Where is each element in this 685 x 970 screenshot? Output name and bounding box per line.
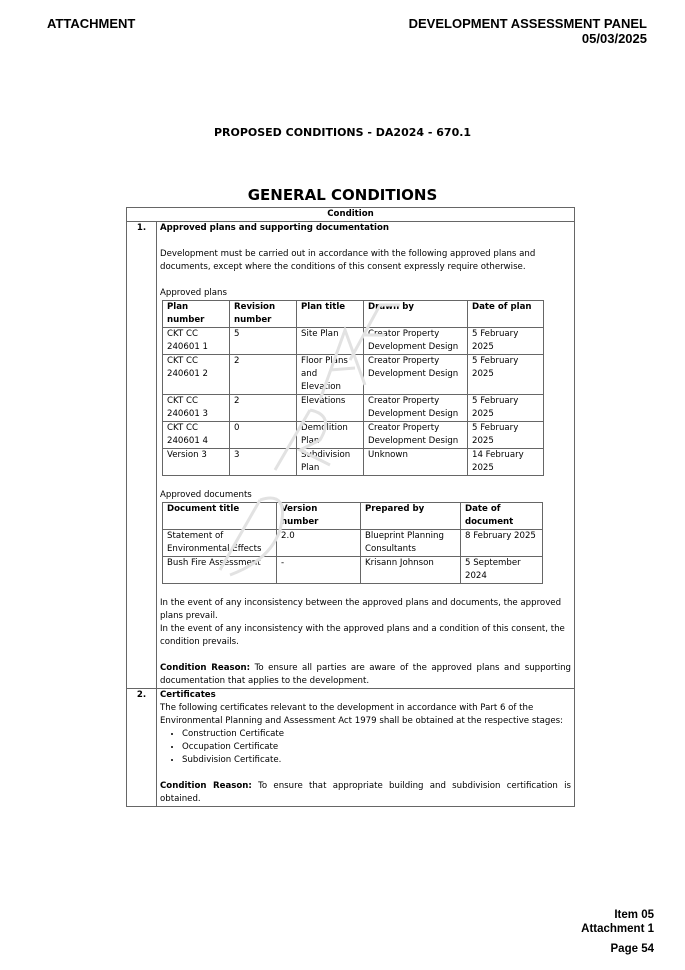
- header-panel-name: DEVELOPMENT ASSESSMENT PANEL: [408, 16, 647, 31]
- table-row: [163, 328, 544, 355]
- list-item: • Subdivision Certificate.: [182, 754, 571, 767]
- table-row: [163, 530, 543, 557]
- table-cell: 2.0: [277, 530, 361, 557]
- list-item: • Construction Certificate: [182, 728, 571, 741]
- table-cell: Statement of Environmental Effects: [163, 530, 277, 557]
- inconsistency-condition-text: In the event of any inconsistency with the approved plans and a condition of this consent, the condition prevails.: [160, 624, 565, 647]
- table-cell: Krisann Johnson: [361, 557, 461, 584]
- table-cell: 5: [230, 328, 297, 355]
- conditions-header-row: [127, 208, 575, 222]
- table-cell: CKT CC 240601 4: [163, 422, 230, 449]
- column-header: Drawn by: [364, 301, 468, 328]
- table-cell: 5 February 2025: [468, 328, 544, 355]
- column-header: Version number: [277, 503, 361, 530]
- table-cell: 0: [230, 422, 297, 449]
- table-header-row: [163, 503, 543, 530]
- table-row: [163, 557, 543, 584]
- column-header: Prepared by: [361, 503, 461, 530]
- table-cell: CKT CC 240601 3: [163, 395, 230, 422]
- footer-item-number: Item 05: [614, 909, 654, 921]
- table-row: [163, 422, 544, 449]
- condition-reason: [160, 662, 571, 688]
- table-cell: CKT CC 240601 2: [163, 355, 230, 395]
- condition-intro: Development must be carried out in accordance with the following approved plans and documents, except where the conditions of this consent expressly require otherwise.: [160, 249, 536, 272]
- table-cell: Version 3: [163, 449, 230, 476]
- table-cell: 5 February 2025: [468, 355, 544, 395]
- footer-item: [581, 908, 654, 936]
- table-cell: Site Plan: [297, 328, 364, 355]
- condition-reason-text: To ensure that appropriate building and subdivision certification is obtained.: [160, 781, 572, 804]
- approved-documents-table: [162, 502, 543, 584]
- table-cell: 5 February 2025: [468, 422, 544, 449]
- general-conditions-title: GENERAL CONDITIONS: [247, 186, 438, 204]
- column-header: Plan number: [163, 301, 230, 328]
- table-cell: 3: [230, 449, 297, 476]
- inconsistency-plans-text: In the event of any inconsistency between the approved plans and documents, the approved plans prevail.: [160, 598, 562, 621]
- table-cell: 8 February 2025: [461, 530, 543, 557]
- condition-title: Certificates: [160, 690, 216, 700]
- condition-row-2: [127, 689, 575, 807]
- approved-plans-label: Approved plans: [160, 288, 227, 298]
- header-panel: [409, 16, 647, 46]
- column-header: Document title: [163, 503, 277, 530]
- table-cell: Subdivision Plan: [297, 449, 364, 476]
- approved-plans-table: [162, 300, 544, 476]
- table-header-row: [163, 301, 544, 328]
- header-date: 05/03/2025: [581, 31, 647, 46]
- table-cell: Creator Property Development Design: [364, 328, 468, 355]
- table-row: [163, 355, 544, 395]
- header-attachment: ATTACHMENT: [47, 16, 136, 31]
- column-header: Date of document: [461, 503, 543, 530]
- column-header: Revision number: [230, 301, 297, 328]
- table-cell: Elevations: [297, 395, 364, 422]
- proposed-conditions-title: PROPOSED CONDITIONS - DA2024 - 670.1: [213, 126, 472, 139]
- table-row: [163, 395, 544, 422]
- table-cell: Blueprint Planning Consultants: [361, 530, 461, 557]
- table-cell: Unknown: [364, 449, 468, 476]
- condition-intro: The following certificates relevant to the development in accordance with Part 6 of the Environmental Planning and Assessment Act 1979 shall be obtained at the respective stages:: [160, 703, 564, 726]
- conditions-header: Condition: [127, 208, 575, 222]
- table-cell: Demolition Plan: [297, 422, 364, 449]
- column-header: Date of plan: [468, 301, 544, 328]
- condition-row-1: [127, 222, 575, 689]
- table-cell: Creator Property Development Design: [364, 395, 468, 422]
- condition-number: 1.: [127, 222, 157, 689]
- table-cell: 5 February 2025: [468, 395, 544, 422]
- condition-body: [157, 689, 575, 807]
- condition-reason: [160, 780, 571, 806]
- certificates-list: [160, 728, 571, 767]
- table-cell: 2: [230, 395, 297, 422]
- condition-reason-label: Condition Reason:: [160, 781, 252, 791]
- approved-documents-label: Approved documents: [160, 490, 252, 500]
- conditions-table: [126, 207, 575, 807]
- table-cell: 14 February 2025: [468, 449, 544, 476]
- condition-body: [157, 222, 575, 689]
- table-cell: CKT CC 240601 1: [163, 328, 230, 355]
- footer-attachment: Attachment 1: [581, 923, 654, 935]
- table-cell: Creator Property Development Design: [364, 422, 468, 449]
- condition-title: Approved plans and supporting documentation: [160, 223, 389, 233]
- conditions-sheet: [126, 207, 574, 807]
- table-cell: 2: [230, 355, 297, 395]
- list-item: • Occupation Certificate: [182, 741, 571, 754]
- table-cell: Creator Property Development Design: [364, 355, 468, 395]
- condition-reason-label: Condition Reason:: [160, 663, 251, 673]
- table-cell: -: [277, 557, 361, 584]
- table-row: [163, 449, 544, 476]
- condition-number: 2.: [127, 689, 157, 807]
- table-cell: 5 September 2024: [461, 557, 543, 584]
- condition-reason-text: To ensure all parties are aware of the approved plans and supporting documentation that applies to the development.: [160, 663, 572, 686]
- table-cell: Floor Plans and Elevation: [297, 355, 364, 395]
- page-number: Page 54: [610, 943, 654, 955]
- table-cell: Bush Fire Assessment: [163, 557, 277, 584]
- column-header: Plan title: [297, 301, 364, 328]
